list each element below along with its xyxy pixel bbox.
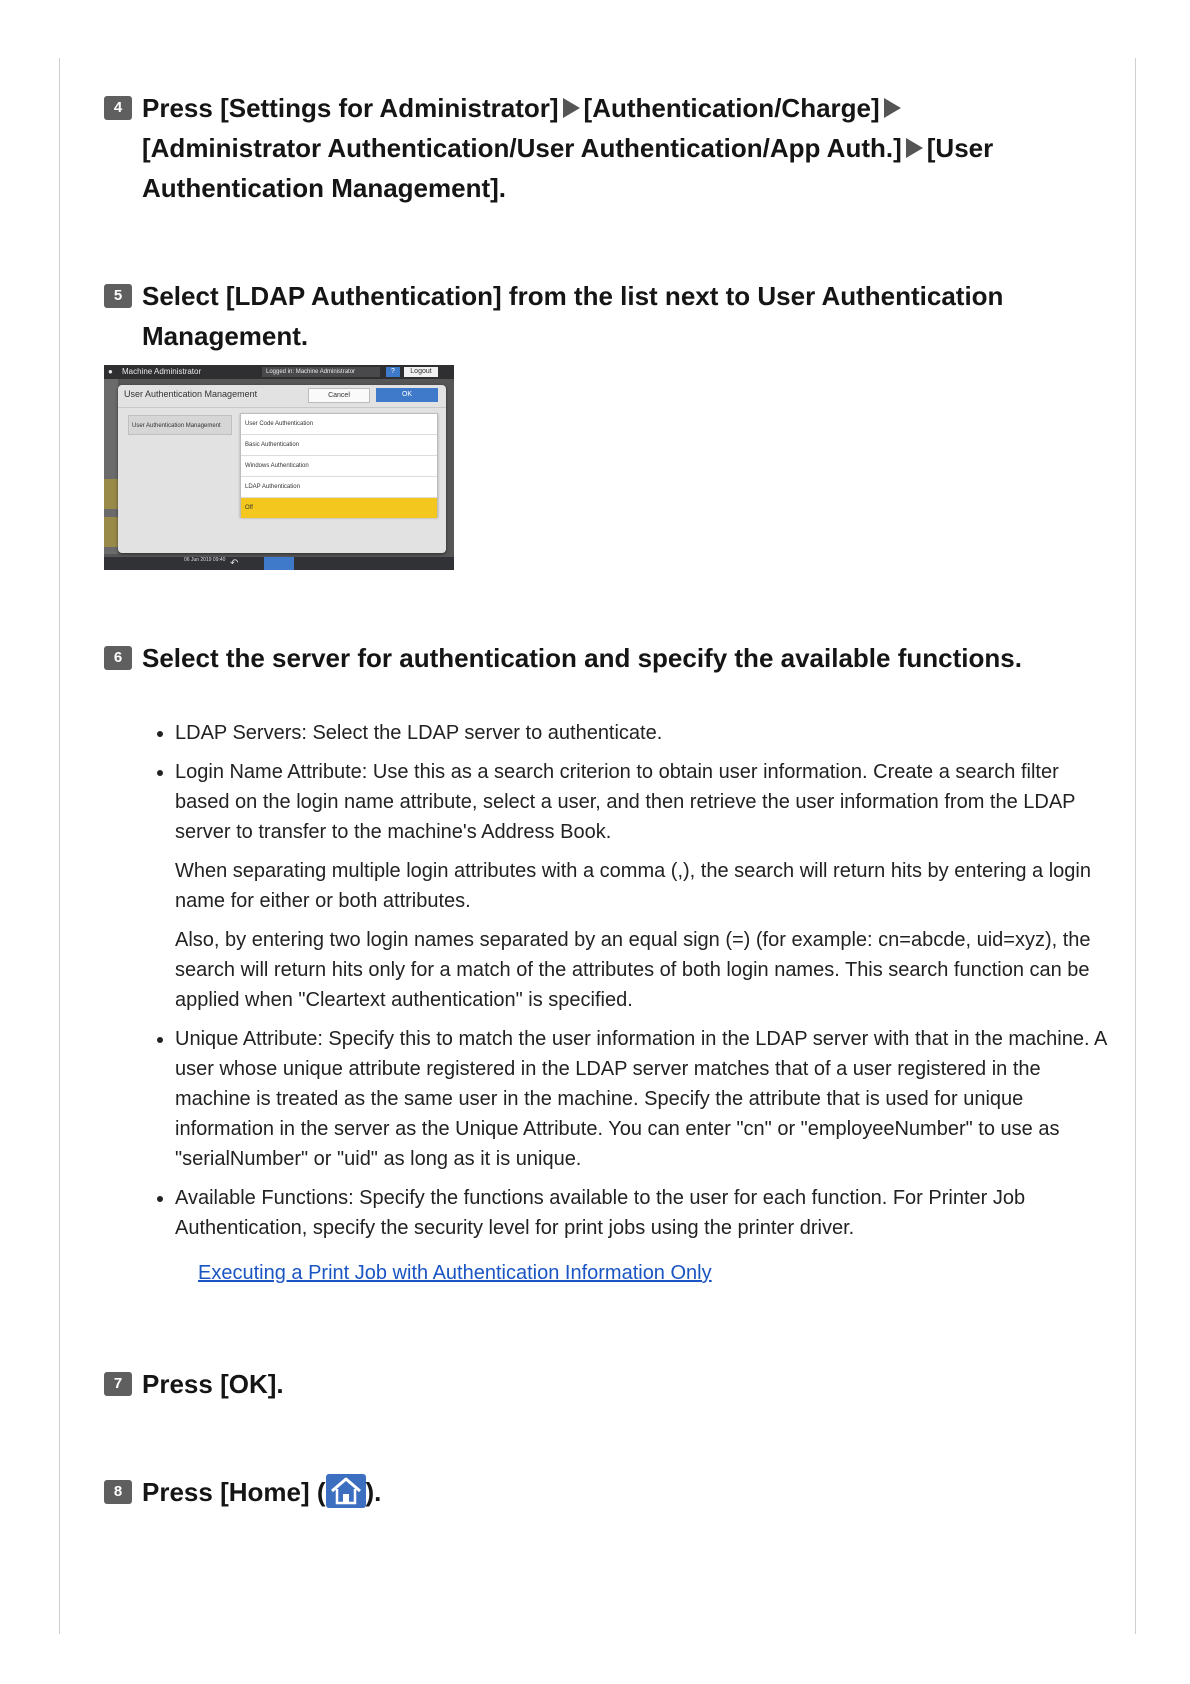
- left-page-rule: [59, 58, 60, 1634]
- screenshot-logout-button: Logout: [404, 367, 438, 377]
- bullet-available-functions: • Available Functions: Specify the functions available to the user for each function. For Printer Job Authentication, specify the security level for print jobs using the printer driver.: [175, 1187, 1026, 1239]
- step-4: [104, 88, 1094, 208]
- bullet-ldap-servers: • LDAP Servers: Select the LDAP server to authenticate.: [175, 722, 663, 744]
- step-6-title: Select the server for authentication and specify the available functions.: [142, 643, 1022, 673]
- step-8-text-2: ).: [365, 1477, 382, 1507]
- user-icon: ●: [108, 367, 113, 376]
- screenshot-sidebar-highlight: [104, 517, 118, 547]
- step-8-badge: 8: [104, 1480, 132, 1504]
- screenshot-option-selected: Off: [241, 498, 437, 518]
- screenshot-logged-in: Logged in: Machine Administrator: [262, 367, 380, 377]
- screenshot-divider: [118, 407, 446, 408]
- step-8: [104, 1472, 1094, 1512]
- back-icon: ↶: [230, 558, 239, 569]
- screenshot-option: Windows Authentication: [241, 456, 437, 477]
- step-4-text-2: [Authentication/Charge]: [583, 93, 880, 123]
- screenshot-dialog-title: User Authentication Management: [124, 389, 258, 399]
- step-7: [104, 1364, 1094, 1404]
- screenshot-ok-button: OK: [376, 388, 438, 402]
- home-icon: [264, 557, 294, 570]
- screenshot-header: [104, 365, 454, 379]
- screenshot-sidebar: [104, 379, 118, 554]
- screenshot-setting-label: User Authentication Management: [128, 415, 232, 435]
- list-item: [175, 718, 1110, 748]
- step-4-text-5: Authentication Management].: [142, 173, 507, 203]
- home-icon: [326, 1474, 366, 1508]
- screenshot-option: LDAP Authentication: [241, 477, 437, 498]
- screenshot-option: Basic Authentication: [241, 435, 437, 456]
- screenshot-footer: [104, 557, 454, 570]
- list-item: [175, 1024, 1110, 1174]
- step-5-text-2: Management.: [142, 321, 309, 351]
- arrow-right-icon: [884, 98, 901, 118]
- step-8-title: [142, 1472, 1094, 1512]
- step-4-text-1: Press [Settings for Administrator]: [142, 93, 559, 123]
- arrow-right-icon: [906, 138, 923, 158]
- screenshot-datetime: 06 Jun 2019 09:40: [184, 557, 226, 563]
- step-6: [104, 638, 1094, 678]
- screenshot-user-name: Machine Administrator: [122, 367, 202, 376]
- bullet-login-name: • Login Name Attribute: Use this as a search criterion to obtain user information. Create a search filter based on the login name attribute, select a user, and then retrieve the user information from the LDAP server to transfer to the machine's Address Book.: [175, 761, 1076, 843]
- bullet-login-name-note-1: When separating multiple login attributes with a comma (,), the search will return hits by entering a login name for either or both attributes.: [175, 860, 1091, 912]
- screenshot-option: User Code Authentication: [241, 414, 437, 435]
- list-item: [175, 757, 1110, 1015]
- function-bullet-list: [158, 718, 1110, 1252]
- control-panel-screenshot: [104, 365, 454, 570]
- step-7-title: Press [OK].: [142, 1369, 284, 1399]
- bullet-login-name-note-2: Also, by entering two login names separated by an equal sign (=) (for example: cn=abcde, uid=xyz), the search will return hits only for a match of the attributes of both login names. This search function can be applied when "Cleartext authentication" is specified.: [175, 929, 1091, 1011]
- bullet-unique-attribute: • Unique Attribute: Specify this to match the user information in the LDAP server with that in the machine. A user whose unique attribute registered in the LDAP server matches that of a user registered in the machine is treated as the same user in the machine. Specify the attribute that is used for unique information in the server as the Unique Attribute. You can enter "cn" or "employeeNumber" to use as "serialNumber" or "uid" as long as it is unique.: [175, 1028, 1107, 1170]
- step-4-text-3: [Administrator Authentication/User Authentication/App Auth.]: [142, 133, 902, 163]
- screenshot-help-button: ?: [386, 367, 400, 377]
- step-4-badge: 4: [104, 96, 132, 120]
- step-5: [104, 276, 1094, 356]
- arrow-right-icon: [563, 98, 580, 118]
- print-job-auth-link[interactable]: Executing a Print Job with Authentication Information Only: [198, 1262, 712, 1284]
- list-item: [175, 1183, 1110, 1243]
- step-5-text-1: Select [LDAP Authentication] from the list next to User Authentication: [142, 281, 1004, 311]
- screenshot-cancel-button: Cancel: [308, 388, 370, 403]
- screenshot-dialog: [118, 385, 446, 553]
- step-5-title: [142, 276, 1094, 356]
- right-page-rule: [1135, 58, 1136, 1634]
- step-4-text-4: [User: [926, 133, 994, 163]
- screenshot-option-list: [240, 413, 438, 517]
- step-8-text-1: Press [Home] (: [142, 1477, 326, 1507]
- step-6-badge: 6: [104, 646, 132, 670]
- screenshot-sidebar-highlight: [104, 479, 118, 509]
- step-7-badge: 7: [104, 1372, 132, 1396]
- step-4-title: [142, 88, 1094, 208]
- step-5-badge: 5: [104, 284, 132, 308]
